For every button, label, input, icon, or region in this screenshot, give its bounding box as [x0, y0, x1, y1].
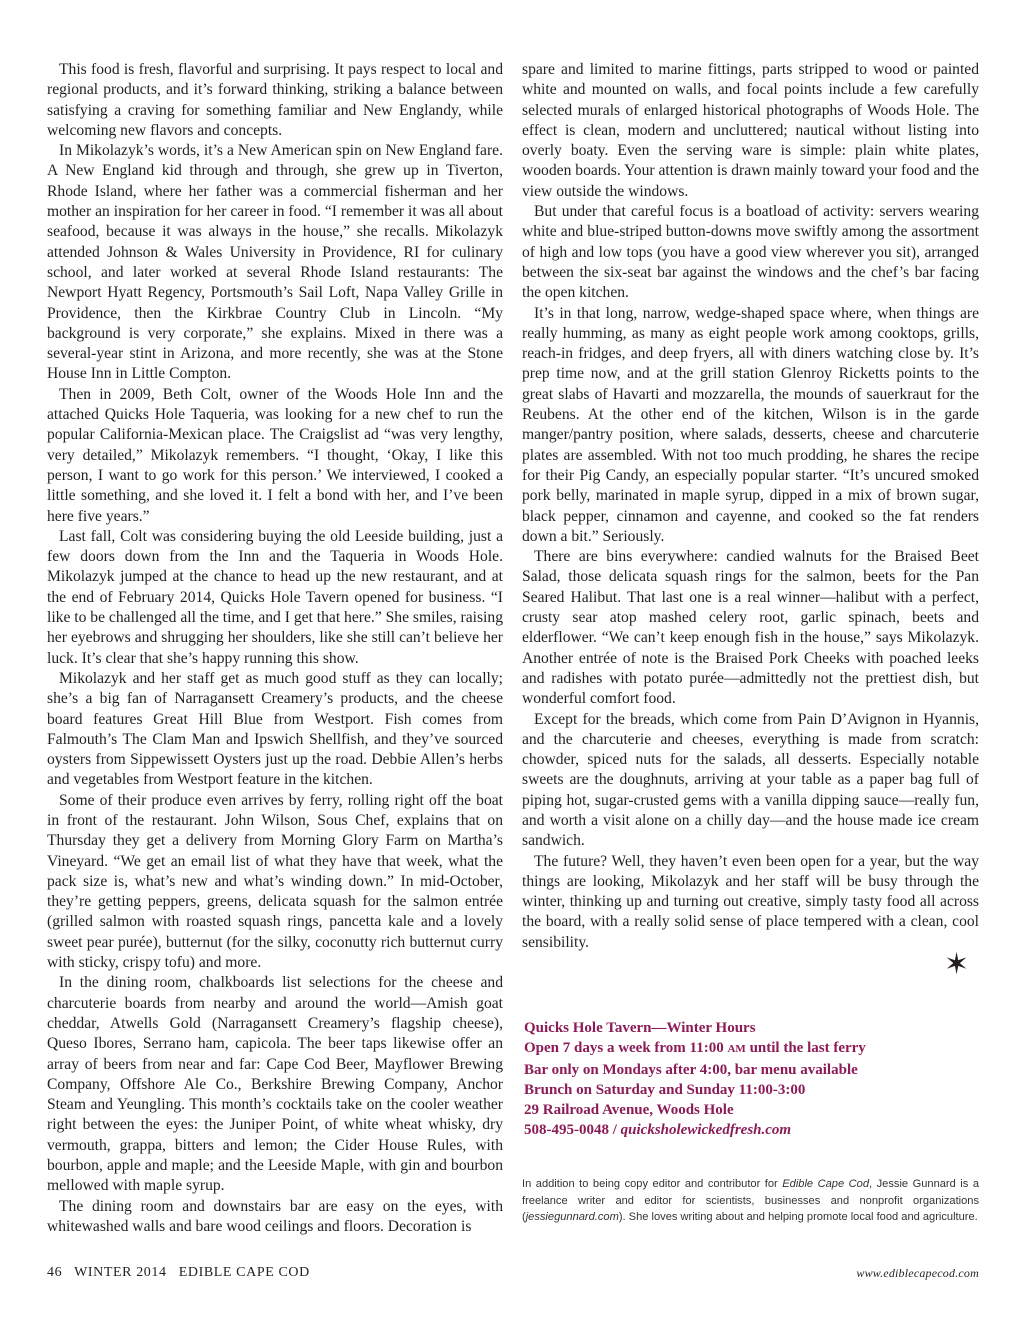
page-number: 46 [47, 1265, 63, 1280]
info-hours [524, 1038, 979, 1059]
info-contact [524, 1120, 979, 1140]
info-hours-text-end: until the last ferry [745, 1040, 866, 1057]
end-mark-star-icon: ✶ [944, 948, 970, 981]
footer-folio [47, 1265, 318, 1281]
bio-website-link[interactable]: jessiegunnard.com [525, 1211, 619, 1224]
article-paragraph: Except for the breads, which come from Pain D’Avignon in Hyannis, and the charcuterie and cheeses, everything is made from scratch: chowder, spiced nuts for the salads, all desserts. Especially notable sweets are the doughnuts, arriving at your table as a paper bag full of piping hot, sugar-crusted gems with a vanilla dipping sauce—really fun, and worth a visit alone on a chilly day—and the house made ice cream sandwich. [522, 710, 979, 850]
magazine-name: EDIBLE CAPE COD [178, 1265, 310, 1280]
article-paragraph: Mikolazyk and her staff get as much good stuff as they can locally; she’s a big fan of Narragansett Creamery’s products, and the cheese board features Great Hill Blue from Westport. Fish comes from Falmouth’s The Clam Man and Ipswich Shellfish, and they’ve sourced oysters from Sippewissett Oysters just up the road. Debbie Allen’s herbs and vegetables from Westport feature in the kitchen. [47, 669, 503, 789]
article-paragraph: Then in 2009, Beth Colt, owner of the Woods Hole Inn and the attached Quicks Hole Taqueria, was looking for a new chef to run the popular California-Mexican place. The Craigslist ad “was very lengthy, very detailed,” Mikolazyk remembers. “I thought, ‘Okay, I like this person, I want to go work for this person.’ We interviewed, I cooked a little something, and she loved it. I felt a bond with her, and I’ve been here five years.” [47, 385, 503, 525]
info-hours-am: AM [727, 1043, 746, 1056]
article-paragraph: But under that careful focus is a boatload of activity: servers wearing white and blue-striped button-downs move swiftly among the assortment of high and low tops (you have a good view wherever you sit), arranged between the six-seat bar against the windows and the chef’s bar facing the open kitchen. [522, 203, 979, 302]
info-title: Quicks Hole Tavern—Winter Hours [524, 1020, 756, 1036]
bio-text: , Jessie Gunnard is a freelance writer and editor for scientists, businesses and nonprofit organizations ( [522, 1178, 979, 1224]
footer-website-link[interactable]: www.ediblecapecod.com [856, 1266, 979, 1280]
tavern-info-box [524, 1018, 979, 1141]
info-address: 29 Railroad Avenue, Woods Hole [524, 1102, 734, 1119]
author-bio [522, 1176, 979, 1226]
info-phone: 508-495-0048 / [524, 1122, 621, 1139]
issue-label: WINTER 2014 [74, 1265, 167, 1280]
info-hours-text: Open 7 days a week from 11:00 [524, 1040, 728, 1057]
bio-text: ). She loves writing about and helping promote local food and agriculture. [618, 1211, 978, 1224]
article-paragraph: It’s in that long, narrow, wedge-shaped space where, when things are really humming, as many as eight people work among cooktops, grills, reach-in fridges, and deep fryers, all with diners watching close by. It’s prep time now, and at the grill station Glenroy Ricketts points to the great slabs of Havarti and mozzarella, the mounds of sauerkraut for the Reubens. At the other end of the kitchen, Wilson is in the garde manger/pantry position, where salads, desserts, cheese and charcuterie plates are assembled. With not too much prodding, he shares the recipe for their Pig Candy, an especially popular starter. “It’s uncured smoked pork belly, marinated in maple syrup, dipped in a mix of brown sugar, black pepper, cinnamon and cayenne, and cooked so the fat renders down a bit.” Seriously. [522, 304, 979, 545]
article-paragraph: spare and limited to marine fittings, parts stripped to wood or painted white and mounted on walls, and focal points include a few carefully selected murals of enlarged historical photographs of Woods Hole. The effect is clean, modern and uncluttered; nautical without listing into overly boaty. Even the serving ware is simple: plain white plates, wooden boards. Your attention is drawn mainly toward your food and the view outside the windows. [522, 61, 979, 200]
article-paragraph: There are bins everywhere: candied walnuts for the Braised Beet Salad, those delicata squash rings for the salmon, beets for the Pan Seared Halibut. That last one is a real winner—halibut with a perfect, crusty sear atop mashed celery root, garlic spinach, beets and elderflower. “We can’t keep enough fish in the house,” says Mikolazyk. Another entrée of note is the Braised Pork Cheeks with poached leeks and radishes with potato purée—admittedly not the prettiest dish, but wonderful comfort food. [522, 548, 979, 708]
article-paragraph: Some of their produce even arrives by ferry, rolling right off the boat in front of the restaurant. John Wilson, Sous Chef, explains that on Thursday they get a delivery from Morning Glory Farm on Martha’s Vineyard. “We get an email list of what they have that week, what the pack size is, what’s new and what’s winding down.” In mid-October, they’re getting peppers, greens, delicata squash for the salmon entrée (grilled salmon with roasted squash rings, pancetta kale and a lovely sweet pear purée), butternut (for the silky, coconutty rich butternut curry with sticky, crispy tofu) and more. [47, 791, 503, 972]
article-paragraph: The dining room and downstairs bar are easy on the eyes, with whitewashed walls and bare wood ceilings and floors. Decoration is [47, 1197, 503, 1235]
info-brunch: Brunch on Saturday and Sunday 11:00-3:00 [524, 1081, 806, 1098]
bio-publication: Edible Cape Cod [782, 1178, 870, 1190]
article-paragraph: The future? Well, they haven’t even been open for a year, but the way things are looking, Mikolazyk and her staff will be busy through the winter, thinking up and turning out creative, simply tasty food all across the board, with a really solid sense of place tempered with a clean, cool sensibility. [522, 852, 979, 951]
bio-text: In addition to being copy editor and contributor for [522, 1178, 783, 1190]
article-paragraph: Last fall, Colt was considering buying the old Leeside building, just a few doors down from the Inn and the Taqueria in Woods Hole. Mikolazyk jumped at the chance to head up the new restaurant, and at the end of February 2014, Quicks Hole Tavern opened for business. “I like to be challenged all the time, and I get that here.” She smiles, raising her eyebrows and shrugging her shoulders, like she still can’t believe her luck. It’s clear that she’s happy running this show. [47, 527, 503, 667]
article-left-column [47, 60, 503, 1237]
article-paragraph: In the dining room, chalkboards list selections for the cheese and charcuterie boards from nearby and around the world—Amish goat cheddar, Atwells Gold (Narragansett Creamery’s flagship cheese), Queso Ibores, Serrano ham, capicola. The beer taps likewise offer an array of beers from near and far: Cape Cod Beer, Mayflower Brewing Company, Offshore Ale Co., Berkshire Brewing Company, Anchor Steam and Yeungling. This month’s cocktails take on the cooler weather right between the eyes: the Juniper Point, of white wheat whisky, dry vermouth, grappa, bitters and lemon; the Cider House Rules, with bourbon, apple and maple; and the Leeside Maple, with gin and bourbon mellowed with maple syrup. [47, 974, 503, 1195]
info-website-link[interactable]: quicksholewickedfresh.com [620, 1122, 792, 1139]
article-paragraph: This food is fresh, flavorful and surprising. It pays respect to local and regional products, and it’s forward thinking, striking a balance between satisfying a craving for something familiar and New Englandy, while welcoming new flavors and concepts. [47, 61, 503, 139]
article-right-column [522, 60, 979, 953]
info-bar-only: Bar only on Mondays after 4:00, bar menu available [524, 1061, 858, 1078]
article-paragraph: In Mikolazyk’s words, it’s a New American spin on New England fare. A New England kid through and through, she grew up in Tiverton, Rhode Island, where her father was a commercial fisherman and her mother an inspiration for her career in food. “I remember it was all about seafood, because it was always in the house,” she recalls. Mikolazyk attended Johnson & Wales University in Providence, RI for culinary school, and later worked at several Rhode Island restaurants: The Newport Hyatt Regency, Portsmouth’s Sail Loft, Napa Valley Grille in Providence, then the Kirkbrae Country Club in Lincoln. “My background is very corporate,” she explains. Mixed in there was a several-year stint in Arizona, and more recently, she was at the Stone House Inn in Little Compton. [47, 142, 503, 383]
